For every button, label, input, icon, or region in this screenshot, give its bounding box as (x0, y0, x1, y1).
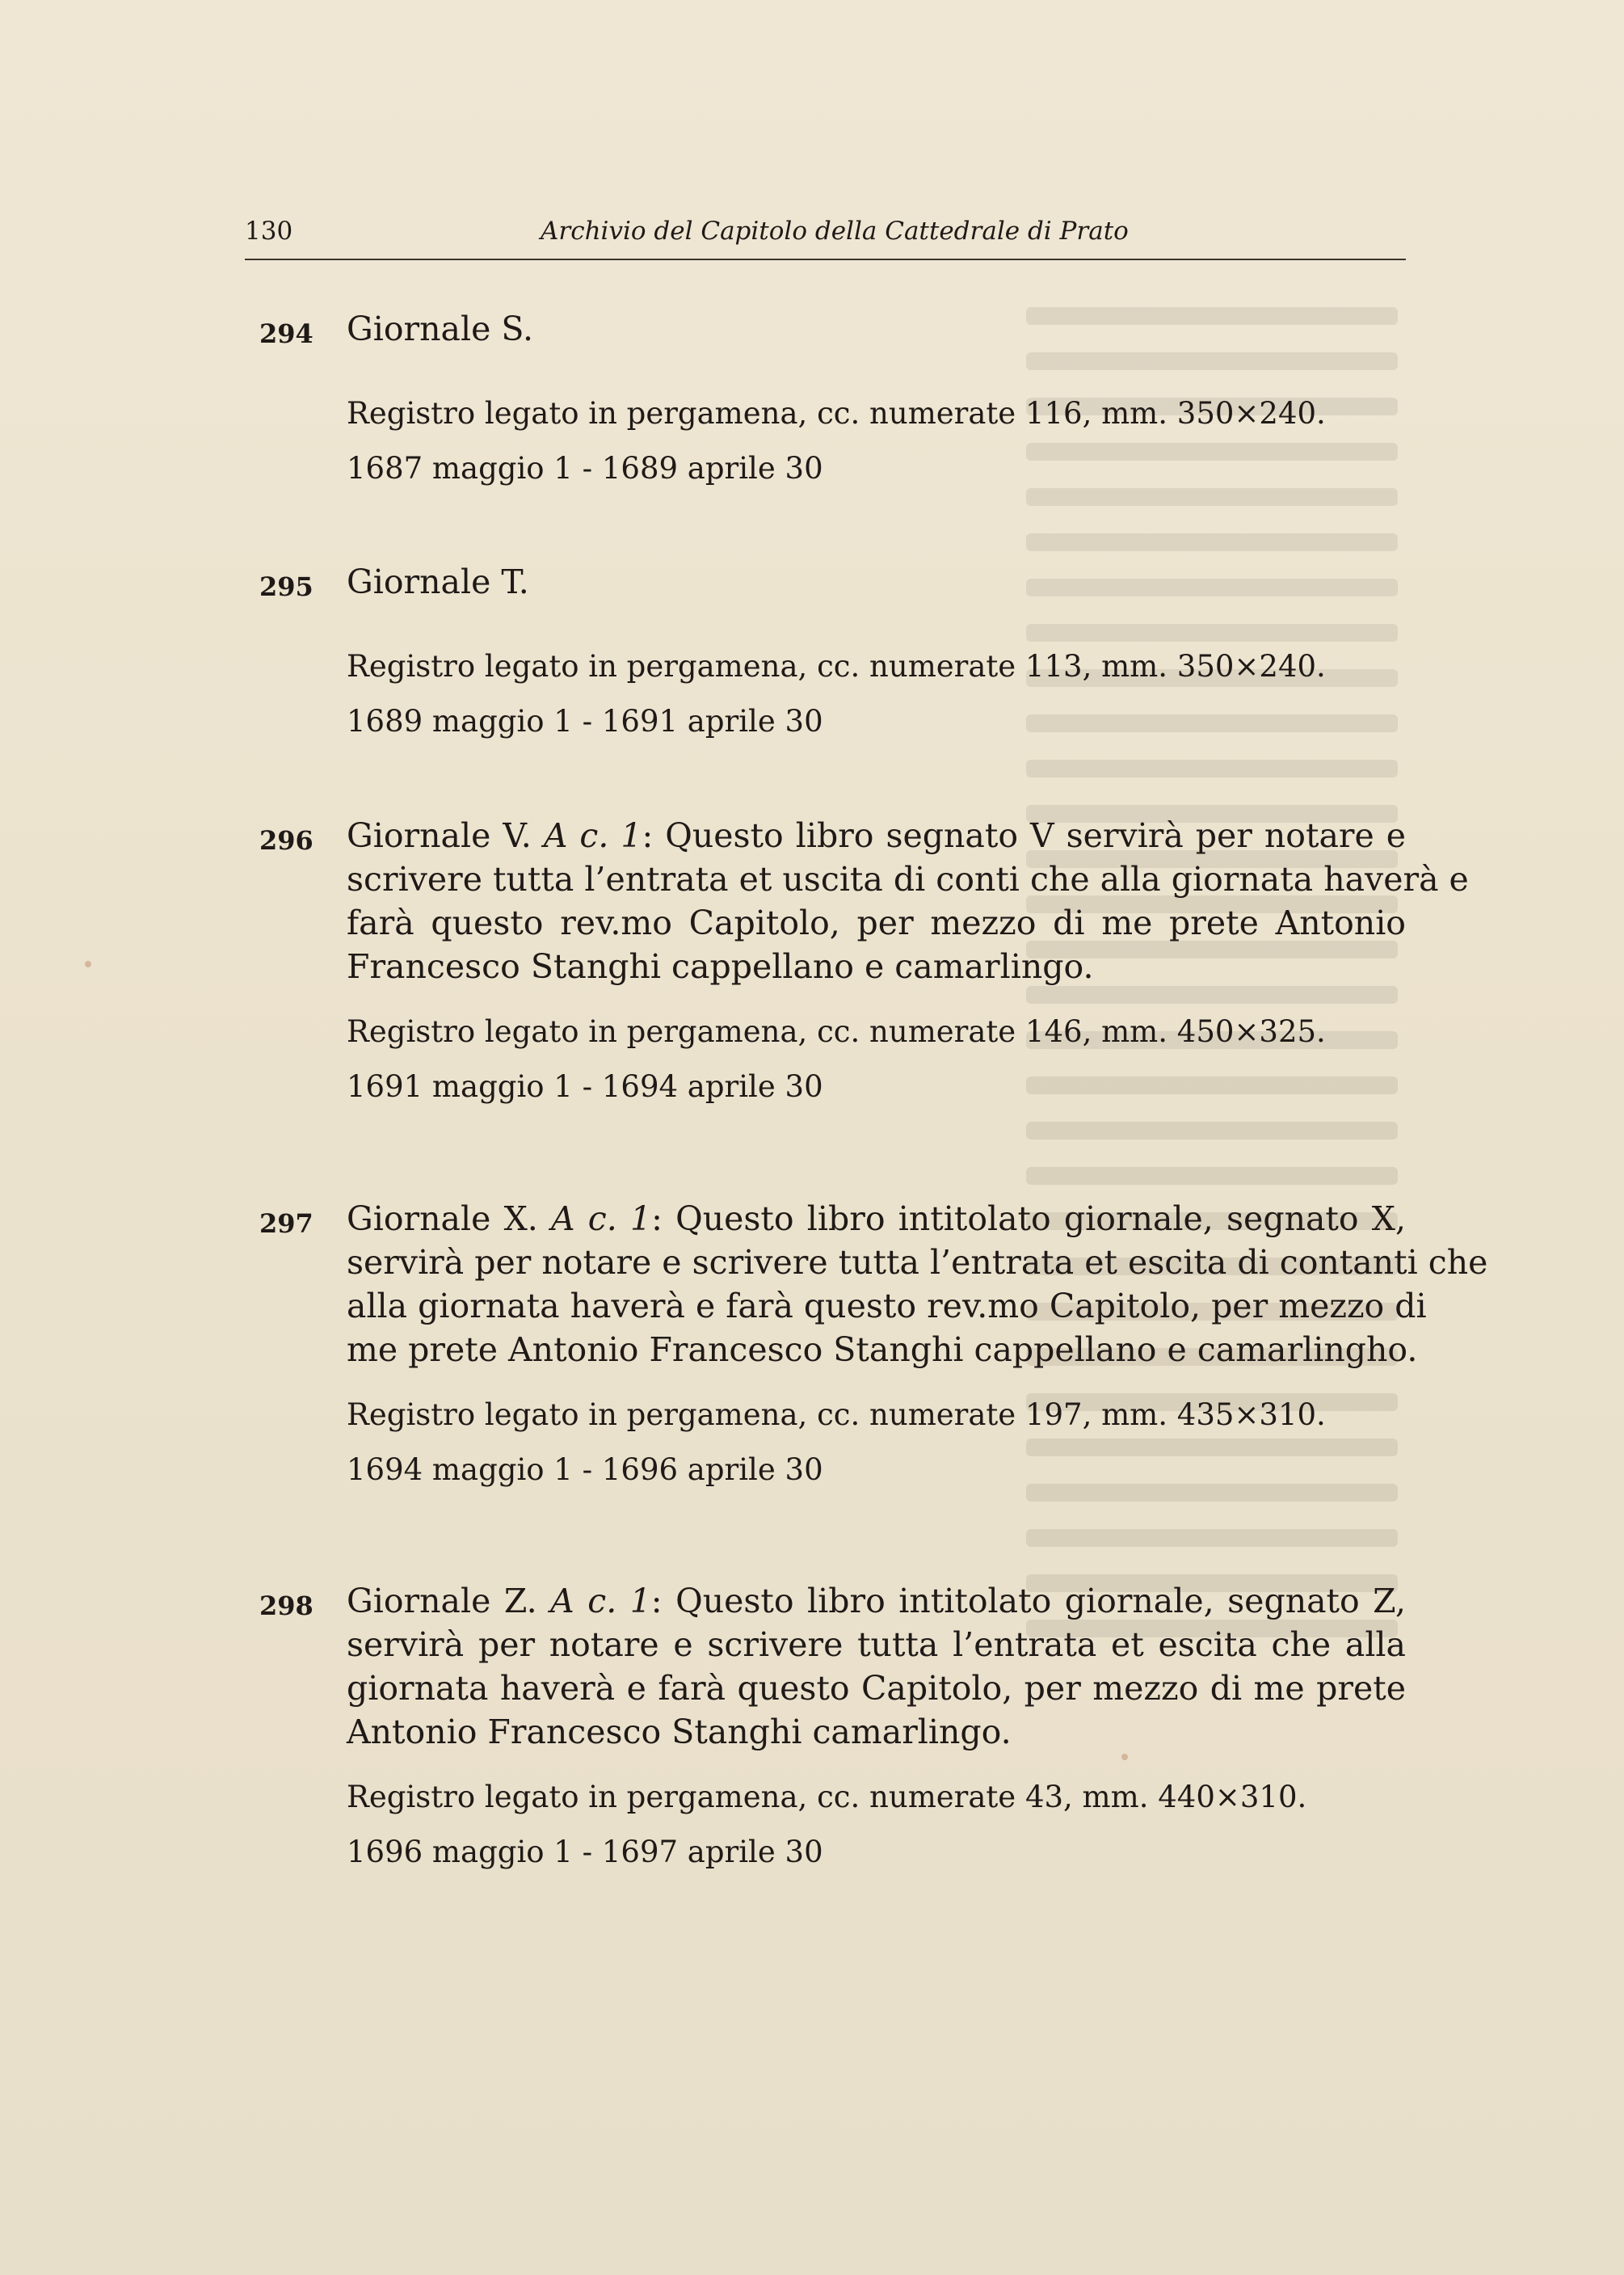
entry-298 (245, 1579, 1406, 1875)
entry-number: 297 (259, 1208, 313, 1239)
page-number: 130 (245, 217, 293, 246)
entry-date: 1694 maggio 1 - 1696 aprile 30 (347, 1452, 823, 1487)
running-title: Archivio del Capitolo della Cattedrale di Prato (541, 217, 1129, 246)
entry-description: Registro legato in pergamena, cc. numerate 197, mm. 435×310. (347, 1397, 1326, 1432)
entry-295 (245, 560, 1406, 744)
entry-number: 296 (259, 825, 313, 856)
entry-date: 1689 maggio 1 - 1691 aprile 30 (347, 704, 823, 739)
entry-title: Giornale Z. A c. 1: Questo libro intitolato giornale, segnato Z, servirà per notare e scrivere tutta l’entrata et escita che alla giornata haverà e farà questo Capitolo, per mezzo di me prete Antonio Francesco Stanghi camarlingo. (347, 1582, 1406, 1751)
paper-spot (85, 961, 91, 967)
incipit-reference: A c. 1 (543, 816, 642, 855)
entry-title: Giornale V. A c. 1: Questo libro segnato V servirà per notare e scrivere tutta l’entrata et uscita di conti che alla giornata haverà e farà questo rev.mo Capitolo, per mezzo di me prete Antonio Francesco Stanghi cappellano e camarlingo. (347, 816, 1469, 986)
entry-297 (245, 1197, 1488, 1493)
entry-description: Registro legato in pergamena, cc. numerate 146, mm. 450×325. (347, 1014, 1326, 1049)
entry-description: Registro legato in pergamena, cc. numerate 43, mm. 440×310. (347, 1780, 1307, 1814)
entry-date: 1691 maggio 1 - 1694 aprile 30 (347, 1069, 823, 1104)
entry-number: 295 (259, 571, 313, 602)
entry-296 (245, 814, 1469, 1110)
entry-date: 1696 maggio 1 - 1697 aprile 30 (347, 1835, 823, 1869)
entry-date: 1687 maggio 1 - 1689 aprile 30 (347, 451, 823, 486)
entry-title: Giornale S. (347, 310, 534, 348)
incipit-reference: A c. 1 (551, 1199, 652, 1238)
entry-294 (245, 307, 1406, 491)
entry-number: 294 (259, 318, 313, 349)
entry-description: Registro legato in pergamena, cc. numerate 113, mm. 350×240. (347, 649, 1326, 684)
entry-description: Registro legato in pergamena, cc. numerate 116, mm. 350×240. (347, 396, 1326, 431)
entry-title: Giornale T. (347, 562, 529, 601)
incipit-reference: A c. 1 (550, 1582, 651, 1620)
entry-number: 298 (259, 1590, 313, 1621)
page-header (245, 212, 1406, 260)
entry-title: Giornale X. A c. 1: Questo libro intitolato giornale, segnato X, servirà per notare e scrivere tutta l’entrata et escita di contanti che alla giornata haverà e farà questo rev.mo Capitolo, per mezzo di me prete Antonio Francesco Stanghi cappellano e camarlingho. (347, 1199, 1488, 1369)
